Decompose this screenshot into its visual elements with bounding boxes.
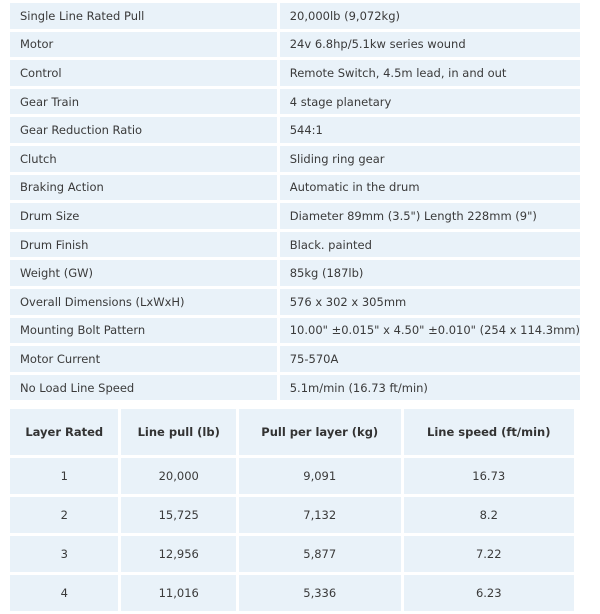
line-speed-cell: 8.2 <box>404 497 575 533</box>
spec-value: 24v 6.8hp/5.1kw series wound <box>280 32 580 58</box>
table-row <box>10 536 574 572</box>
spec-value: 576 x 302 x 305mm <box>280 289 580 315</box>
column-header-layer: Layer Rated <box>10 409 118 455</box>
spec-value: 544:1 <box>280 117 580 143</box>
spec-label: Motor <box>10 32 280 58</box>
table-row <box>10 575 574 611</box>
spec-table <box>10 0 580 403</box>
spec-row <box>10 117 580 143</box>
line-pull-cell: 15,725 <box>121 497 235 533</box>
spec-value: 75-570A <box>280 346 580 372</box>
spec-label: Drum Size <box>10 203 280 229</box>
spec-label: Gear Train <box>10 89 280 115</box>
spec-sheet <box>10 0 580 614</box>
spec-value: 5.1m/min (16.73 ft/min) <box>280 375 580 401</box>
pull-per-layer-cell: 9,091 <box>239 458 401 494</box>
spec-value: 20,000lb (9,072kg) <box>280 3 580 29</box>
pull-per-layer-cell: 7,132 <box>239 497 401 533</box>
spec-value: Remote Switch, 4.5m lead, in and out <box>280 60 580 86</box>
spec-row <box>10 375 580 401</box>
spec-label: Drum Finish <box>10 232 280 258</box>
spec-value: Automatic in the drum <box>280 175 580 201</box>
pull-per-layer-cell: 5,336 <box>239 575 401 611</box>
spec-row <box>10 232 580 258</box>
pull-per-layer-cell: 5,877 <box>239 536 401 572</box>
spec-row <box>10 32 580 58</box>
spec-label: Braking Action <box>10 175 280 201</box>
spec-row <box>10 260 580 286</box>
line-speed-cell: 7.22 <box>404 536 575 572</box>
spec-value: 85kg (187lb) <box>280 260 580 286</box>
column-header-line-speed: Line speed (ft/min) <box>404 409 575 455</box>
layer-header-row <box>10 409 574 455</box>
spec-value: Black. painted <box>280 232 580 258</box>
spec-row <box>10 289 580 315</box>
column-header-pull-per-layer: Pull per layer (kg) <box>239 409 401 455</box>
column-header-line-pull: Line pull (lb) <box>121 409 235 455</box>
spec-row <box>10 175 580 201</box>
spec-label: Clutch <box>10 146 280 172</box>
table-row <box>10 497 574 533</box>
line-speed-cell: 16.73 <box>404 458 575 494</box>
spec-label: Gear Reduction Ratio <box>10 117 280 143</box>
spec-label: Weight (GW) <box>10 260 280 286</box>
spec-row <box>10 203 580 229</box>
spec-row <box>10 346 580 372</box>
layer-cell: 1 <box>10 458 118 494</box>
spec-value: Diameter 89mm (3.5") Length 228mm (9") <box>280 203 580 229</box>
spec-row <box>10 3 580 29</box>
spec-label: Control <box>10 60 280 86</box>
layer-table <box>7 406 577 614</box>
spec-label: Single Line Rated Pull <box>10 3 280 29</box>
line-speed-cell: 6.23 <box>404 575 575 611</box>
line-pull-cell: 12,956 <box>121 536 235 572</box>
line-pull-cell: 11,016 <box>121 575 235 611</box>
spec-label: Motor Current <box>10 346 280 372</box>
table-row <box>10 458 574 494</box>
spec-label: No Load Line Speed <box>10 375 280 401</box>
layer-cell: 2 <box>10 497 118 533</box>
spec-value: 10.00" ±0.015" x 4.50" ±0.010" (254 x 114.3mm) <box>280 318 580 344</box>
layer-cell: 3 <box>10 536 118 572</box>
spec-label: Mounting Bolt Pattern <box>10 318 280 344</box>
spec-value: Sliding ring gear <box>280 146 580 172</box>
spec-row <box>10 318 580 344</box>
spec-value: 4 stage planetary <box>280 89 580 115</box>
spec-row <box>10 89 580 115</box>
spec-label: Overall Dimensions (LxWxH) <box>10 289 280 315</box>
spec-row <box>10 146 580 172</box>
spec-row <box>10 60 580 86</box>
line-pull-cell: 20,000 <box>121 458 235 494</box>
layer-cell: 4 <box>10 575 118 611</box>
